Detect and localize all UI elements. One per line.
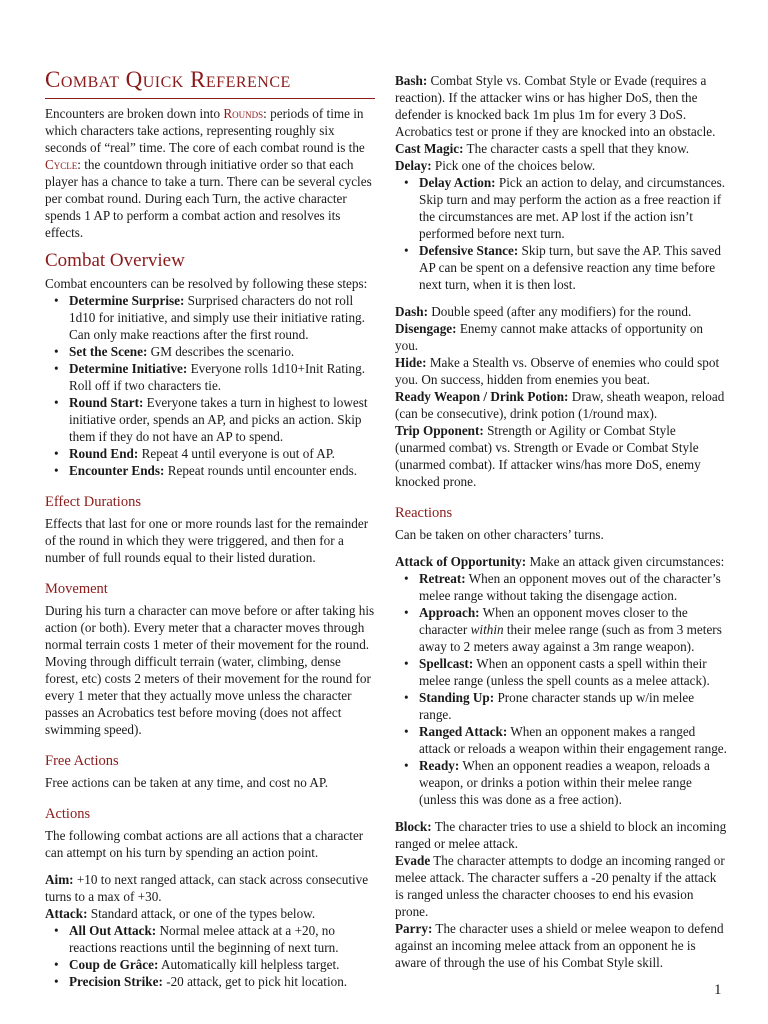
ready-weapon-entry — [395, 388, 727, 422]
intro-paragraph — [45, 105, 375, 241]
aim-term: Aim: — [45, 872, 74, 887]
block-term: Block: — [395, 819, 432, 834]
delay-text: Pick one of the choices below. — [431, 158, 596, 173]
aim-text: +10 to next ranged attack, can stack across consecutive turns to a max of +30. — [45, 872, 369, 904]
list-item — [45, 922, 375, 956]
list-item — [45, 973, 375, 990]
cast-magic-text: The character casts a spell that they know. — [463, 141, 690, 156]
intro-text-2: : periods of time in which characters take actions, representing roughly six seconds of “real” time. The core of each combat round is the — [45, 106, 365, 155]
delay-option-term: Delay Action: — [419, 175, 496, 190]
list-item — [45, 292, 375, 343]
step-text: Repeat rounds until encounter ends. — [164, 463, 358, 478]
trip-opponent-entry — [395, 422, 727, 490]
reactions-heading: Reactions — [395, 505, 453, 521]
parry-entry — [395, 920, 727, 971]
attack-entry — [45, 905, 375, 922]
list-item — [395, 570, 727, 604]
attack-type-term: All Out Attack: — [69, 923, 157, 938]
delay-option-text: Pick an action to delay, and circumstances. Skip turn and may perform the action as a free reaction if the circumstances are met. AP lost if the action isn’t performed before next turn. — [419, 175, 726, 241]
list-item — [395, 604, 727, 655]
aim-entry — [45, 871, 375, 905]
parry-term: Parry: — [395, 921, 433, 936]
ready-text: When an opponent readies a weapon, reloads a weapon, or drinks a potion within their melee range (unless this was done as a free action). — [419, 758, 710, 807]
hide-entry — [395, 354, 727, 388]
cast-magic-entry — [395, 140, 727, 157]
list-item — [395, 689, 727, 723]
free-actions-text: Free actions can be taken at any time, and cost no AP. — [45, 775, 329, 790]
aoo-text: Make an attack given circumstances: — [526, 554, 725, 569]
attack-type-text: Automatically kill helpless target. — [158, 957, 340, 972]
overview-steps — [45, 292, 375, 479]
bash-text: Combat Style vs. Combat Style or Evade (requires a reaction). If the attacker wins or has higher DoS, then the defender is knocked back 1m plus 1m for every 3 DoS. Acrobatics test or prone if they are knocked into an obstacle. — [395, 73, 716, 139]
ready-weapon-term: Ready Weapon / Drink Potion: — [395, 389, 569, 404]
list-item — [395, 723, 727, 757]
standing-up-text: Prone character stands up w/in melee range. — [419, 690, 695, 722]
evade-term: Evade — [395, 853, 431, 868]
list-item — [45, 445, 375, 462]
ranged-attack-term: Ranged Attack: — [419, 724, 508, 739]
step-text: Everyone rolls 1d10+Init Rating. Roll off if two characters tie. — [69, 361, 366, 393]
step-term: Determine Initiative: — [69, 361, 188, 376]
bash-term: Bash: — [395, 73, 428, 88]
hide-term: Hide: — [395, 355, 427, 370]
retreat-text: When an opponent moves out of the character’s melee range without taking the disengage action. — [419, 571, 721, 603]
approach-text: When an opponent moves closer to the character — [419, 605, 688, 637]
delay-option-text: Skip turn, but save the AP. This saved AP can be spent on a defensive reaction any time before next turn, when it is then lost. — [419, 243, 721, 292]
list-item — [395, 655, 727, 689]
attack-type-text: Normal melee attack at a +20, no reactions reactions until the beginning of next turn. — [69, 923, 339, 955]
trip-opponent-term: Trip Opponent: — [395, 423, 484, 438]
spellcast-term: Spellcast: — [419, 656, 474, 671]
dash-entry — [395, 303, 727, 320]
movement-text: During his turn a character can move before or after taking his action (or both). Every meter that a character moves through normal terrain costs 1 meter of their movement for the round. Moving through difficult terrain (water, climbing, dense forest, etc) costs 2 meters of their movement for the round for every 1 meter that they actually move unless the character passes an Acrobatics test before moving (does not affect swimming speed). — [45, 603, 375, 737]
intro-text-1: Encounters are broken down into — [45, 106, 224, 121]
term-cycle: Cycle — [45, 157, 78, 172]
standing-up-term: Standing Up: — [419, 690, 495, 705]
attack-term: Attack: — [45, 906, 88, 921]
list-item — [45, 956, 375, 973]
step-text: GM describes the scenario. — [147, 344, 295, 359]
delay-options — [395, 174, 727, 293]
step-term: Determine Surprise: — [69, 293, 185, 308]
free-actions-heading: Free Actions — [45, 753, 119, 769]
aoo-entry — [395, 553, 727, 570]
evade-entry — [395, 852, 727, 920]
spellcast-text: When an opponent casts a spell within their melee range (unless the spell counts as a melee attack). — [419, 656, 710, 688]
aoo-term: Attack of Opportunity: — [395, 554, 527, 569]
page-title: Combat Quick Reference — [45, 66, 375, 99]
term-rounds: Rounds — [223, 106, 264, 121]
left-column — [45, 66, 375, 990]
disengage-entry — [395, 320, 727, 354]
delay-entry — [395, 157, 727, 174]
step-term: Round Start: — [69, 395, 144, 410]
dash-text: Double speed (after any modifiers) for the round. — [427, 304, 692, 319]
list-item — [395, 757, 727, 808]
attack-type-text: -20 attack, get to pick hit location. — [162, 974, 348, 989]
dash-term: Dash: — [395, 304, 428, 319]
combat-overview-heading: Combat Overview — [45, 250, 185, 271]
step-text: Everyone takes a turn in highest to lowest initiative order, spends an AP, and picks an action. Skip them if they do not have an AP to spend. — [69, 395, 368, 444]
step-term: Set the Scene: — [69, 344, 148, 359]
ready-weapon-text: Draw, sheath weapon, reload (can be consecutive), drink potion (1/round max). — [395, 389, 725, 421]
hide-text: Make a Stealth vs. Observe of enemies who could spot you. On success, hidden from enemies you beat. — [395, 355, 720, 387]
attack-type-term: Coup de Grâce: — [69, 957, 159, 972]
movement-heading: Movement — [45, 581, 108, 597]
list-item — [45, 343, 375, 360]
ready-term: Ready: — [419, 758, 460, 773]
step-text: Repeat 4 until everyone is out of AP. — [138, 446, 335, 461]
step-text: Surprised characters do not roll 1d10 for initiative, and simply use their initiative rating. Can only make reactions after the first round. — [69, 293, 365, 342]
evade-text: The character attempts to dodge an incoming ranged or melee attack. The character suffers a -20 penalty if the attack is ranged unless the character chooses to end his evasion prone. — [395, 853, 725, 919]
attack-text: Standard attack, or one of the types below. — [87, 906, 316, 921]
attack-type-term: Precision Strike: — [69, 974, 163, 989]
parry-text: The character uses a shield or melee weapon to defend against an incoming melee attack from an opponent he is aware of through the use of his Combat Style skill. — [395, 921, 724, 970]
reactions-text: Can be taken on other characters’ turns. — [395, 527, 604, 542]
cast-magic-term: Cast Magic: — [395, 141, 464, 156]
ranged-attack-text: When an opponent makes a ranged attack or reloads a weapon within their engagement range. — [419, 724, 727, 756]
step-term: Encounter Ends: — [69, 463, 165, 478]
retreat-term: Retreat: — [419, 571, 466, 586]
list-item — [45, 394, 375, 445]
list-item — [45, 462, 375, 479]
disengage-text: Enemy cannot make attacks of opportunity on you. — [395, 321, 704, 353]
delay-term: Delay: — [395, 158, 432, 173]
delay-option-term: Defensive Stance: — [419, 243, 519, 258]
block-entry — [395, 818, 727, 852]
list-item — [395, 174, 727, 242]
page-number: 1 — [714, 982, 722, 998]
list-item — [45, 360, 375, 394]
actions-text: The following combat actions are all actions that a character can attempt on his turn by spending an action point. — [45, 828, 364, 860]
block-text: The character tries to use a shield to block an incoming ranged or melee attack. — [395, 819, 727, 851]
disengage-term: Disengage: — [395, 321, 457, 336]
effect-durations-heading: Effect Durations — [45, 494, 141, 510]
overview-lead: Combat encounters can be resolved by following these steps: — [45, 276, 368, 291]
intro-text-3: : the countdown through initiative order so that each player has a chance to take a turn. There can be several cycles per combat round. During each Turn, the active character spends 1 AP to perform a combat action and resolves its effects. — [45, 157, 372, 240]
step-term: Round End: — [69, 446, 139, 461]
effect-durations-text: Effects that last for one or more rounds last for the remainder of the round in which they were triggered, and then for a number of full rounds equal to their listed duration. — [45, 516, 369, 565]
actions-heading: Actions — [45, 806, 91, 822]
approach-text: their melee range (such as from 3 meters away to 2 meters away against a 3m range weapon). — [419, 622, 722, 654]
bash-entry — [395, 72, 727, 140]
attack-types — [45, 922, 375, 990]
approach-term: Approach: — [419, 605, 480, 620]
right-column — [395, 72, 727, 971]
approach-within: within — [470, 622, 504, 637]
aoo-circumstances — [395, 570, 727, 808]
list-item — [395, 242, 727, 293]
trip-opponent-text: Strength or Agility or Combat Style (unarmed combat) vs. Strength or Evade or Combat Style (unarmed combat). If attacker wins/has more DoS, enemy knocked prone. — [395, 423, 701, 489]
